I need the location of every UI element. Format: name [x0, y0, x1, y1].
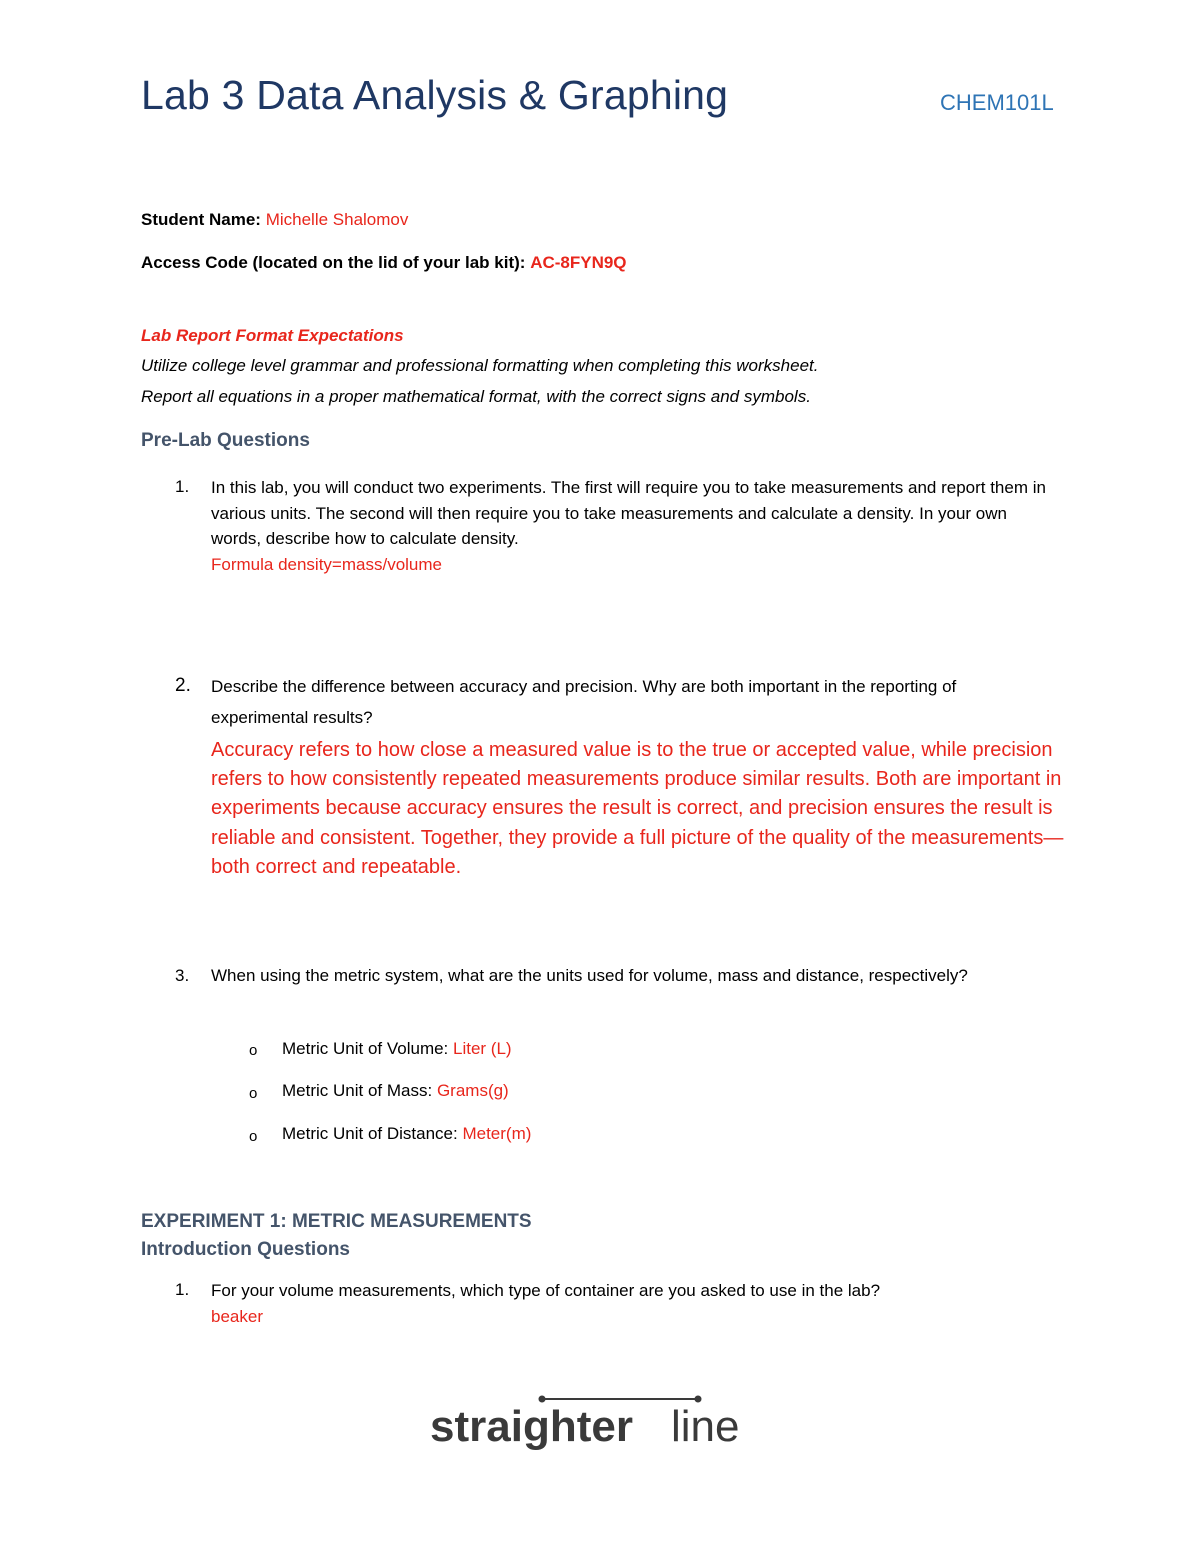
expectations-heading: Lab Report Format Expectations [141, 326, 404, 345]
prelab-question-2: Describe the difference between accuracy and precision. Why are both important in the reporting of experimental results? [211, 677, 957, 727]
bullet-marker: o [249, 1042, 258, 1059]
introduction-heading: Introduction Questions [141, 1239, 350, 1260]
bullet-marker: o [249, 1128, 258, 1145]
experiment1-heading: EXPERIMENT 1: METRIC MEASUREMENTS [141, 1211, 532, 1232]
answer-text: beaker [211, 1306, 263, 1326]
prelab-question-3: When using the metric system, what are the units used for volume, mass and distance, respectively? [211, 966, 968, 985]
unit-value: Liter (L) [453, 1039, 512, 1058]
unit-value: Meter(m) [462, 1124, 532, 1143]
bullet-marker: o [249, 1085, 258, 1102]
course-code: CHEM101L [940, 90, 1054, 115]
access-code-value: AC-8FYN9Q [530, 253, 627, 272]
answer-text: Formula density=mass/volume [211, 554, 443, 574]
logo-text-bold: straighter [430, 1402, 633, 1451]
unit-volume-line [282, 1039, 512, 1059]
unit-label: Metric Unit of Volume: [282, 1039, 449, 1058]
question-text: For your volume measurements, which type of container are you asked to use in the lab? [211, 1281, 881, 1300]
question-number-1: 1. [175, 477, 190, 496]
expectations-line-2: Report all equations in a proper mathematical format, with the correct signs and symbols. [141, 387, 811, 406]
prelab-heading: Pre-Lab Questions [141, 430, 310, 451]
document-title: Lab 3 Data Analysis & Graphing [141, 72, 729, 118]
prelab-answer-2: Accuracy refers to how close a measured value is to the true or accepted value, while precision refers to how consistently repeated measurements produce similar results. Both are important in experiments because accuracy ensures the result is correct, and precision ensures the result is reliable and consistent. Together, they provide a full picture of the quality of the measurements—both correct and repeatable. [211, 739, 1064, 878]
unit-label: Metric Unit of Distance: [282, 1124, 458, 1143]
question-number-2: 2. [175, 675, 191, 696]
logo-graphic [430, 1393, 760, 1453]
access-code-label: Access Code (located on the lid of your lab kit): [141, 253, 526, 272]
question-number-exp1: 1. [175, 1280, 190, 1299]
student-name-line [141, 210, 408, 230]
student-name-value: Michelle Shalomov [265, 210, 409, 229]
expectations-line-1: Utilize college level grammar and professional formatting when completing this worksheet. [141, 356, 819, 375]
unit-label: Metric Unit of Mass: [282, 1081, 433, 1100]
unit-distance-line [282, 1124, 531, 1144]
question-text: In this lab, you will conduct two experiments. The first will require you to take measurements and report them in various units. The second will then require you to take measurements and calculate a density. In your own words, describe how to calculate density. [211, 478, 1046, 548]
student-name-label: Student Name: [141, 210, 261, 229]
prelab-question-1 [211, 475, 1051, 577]
question-number-3: 3. [175, 966, 190, 985]
logo-text-light: line [671, 1402, 740, 1451]
access-code-line [141, 253, 627, 273]
experiment1-question-1 [211, 1278, 1051, 1329]
straighterline-logo [430, 1393, 760, 1453]
unit-mass-line [282, 1081, 509, 1101]
unit-value: Grams(g) [436, 1081, 509, 1100]
